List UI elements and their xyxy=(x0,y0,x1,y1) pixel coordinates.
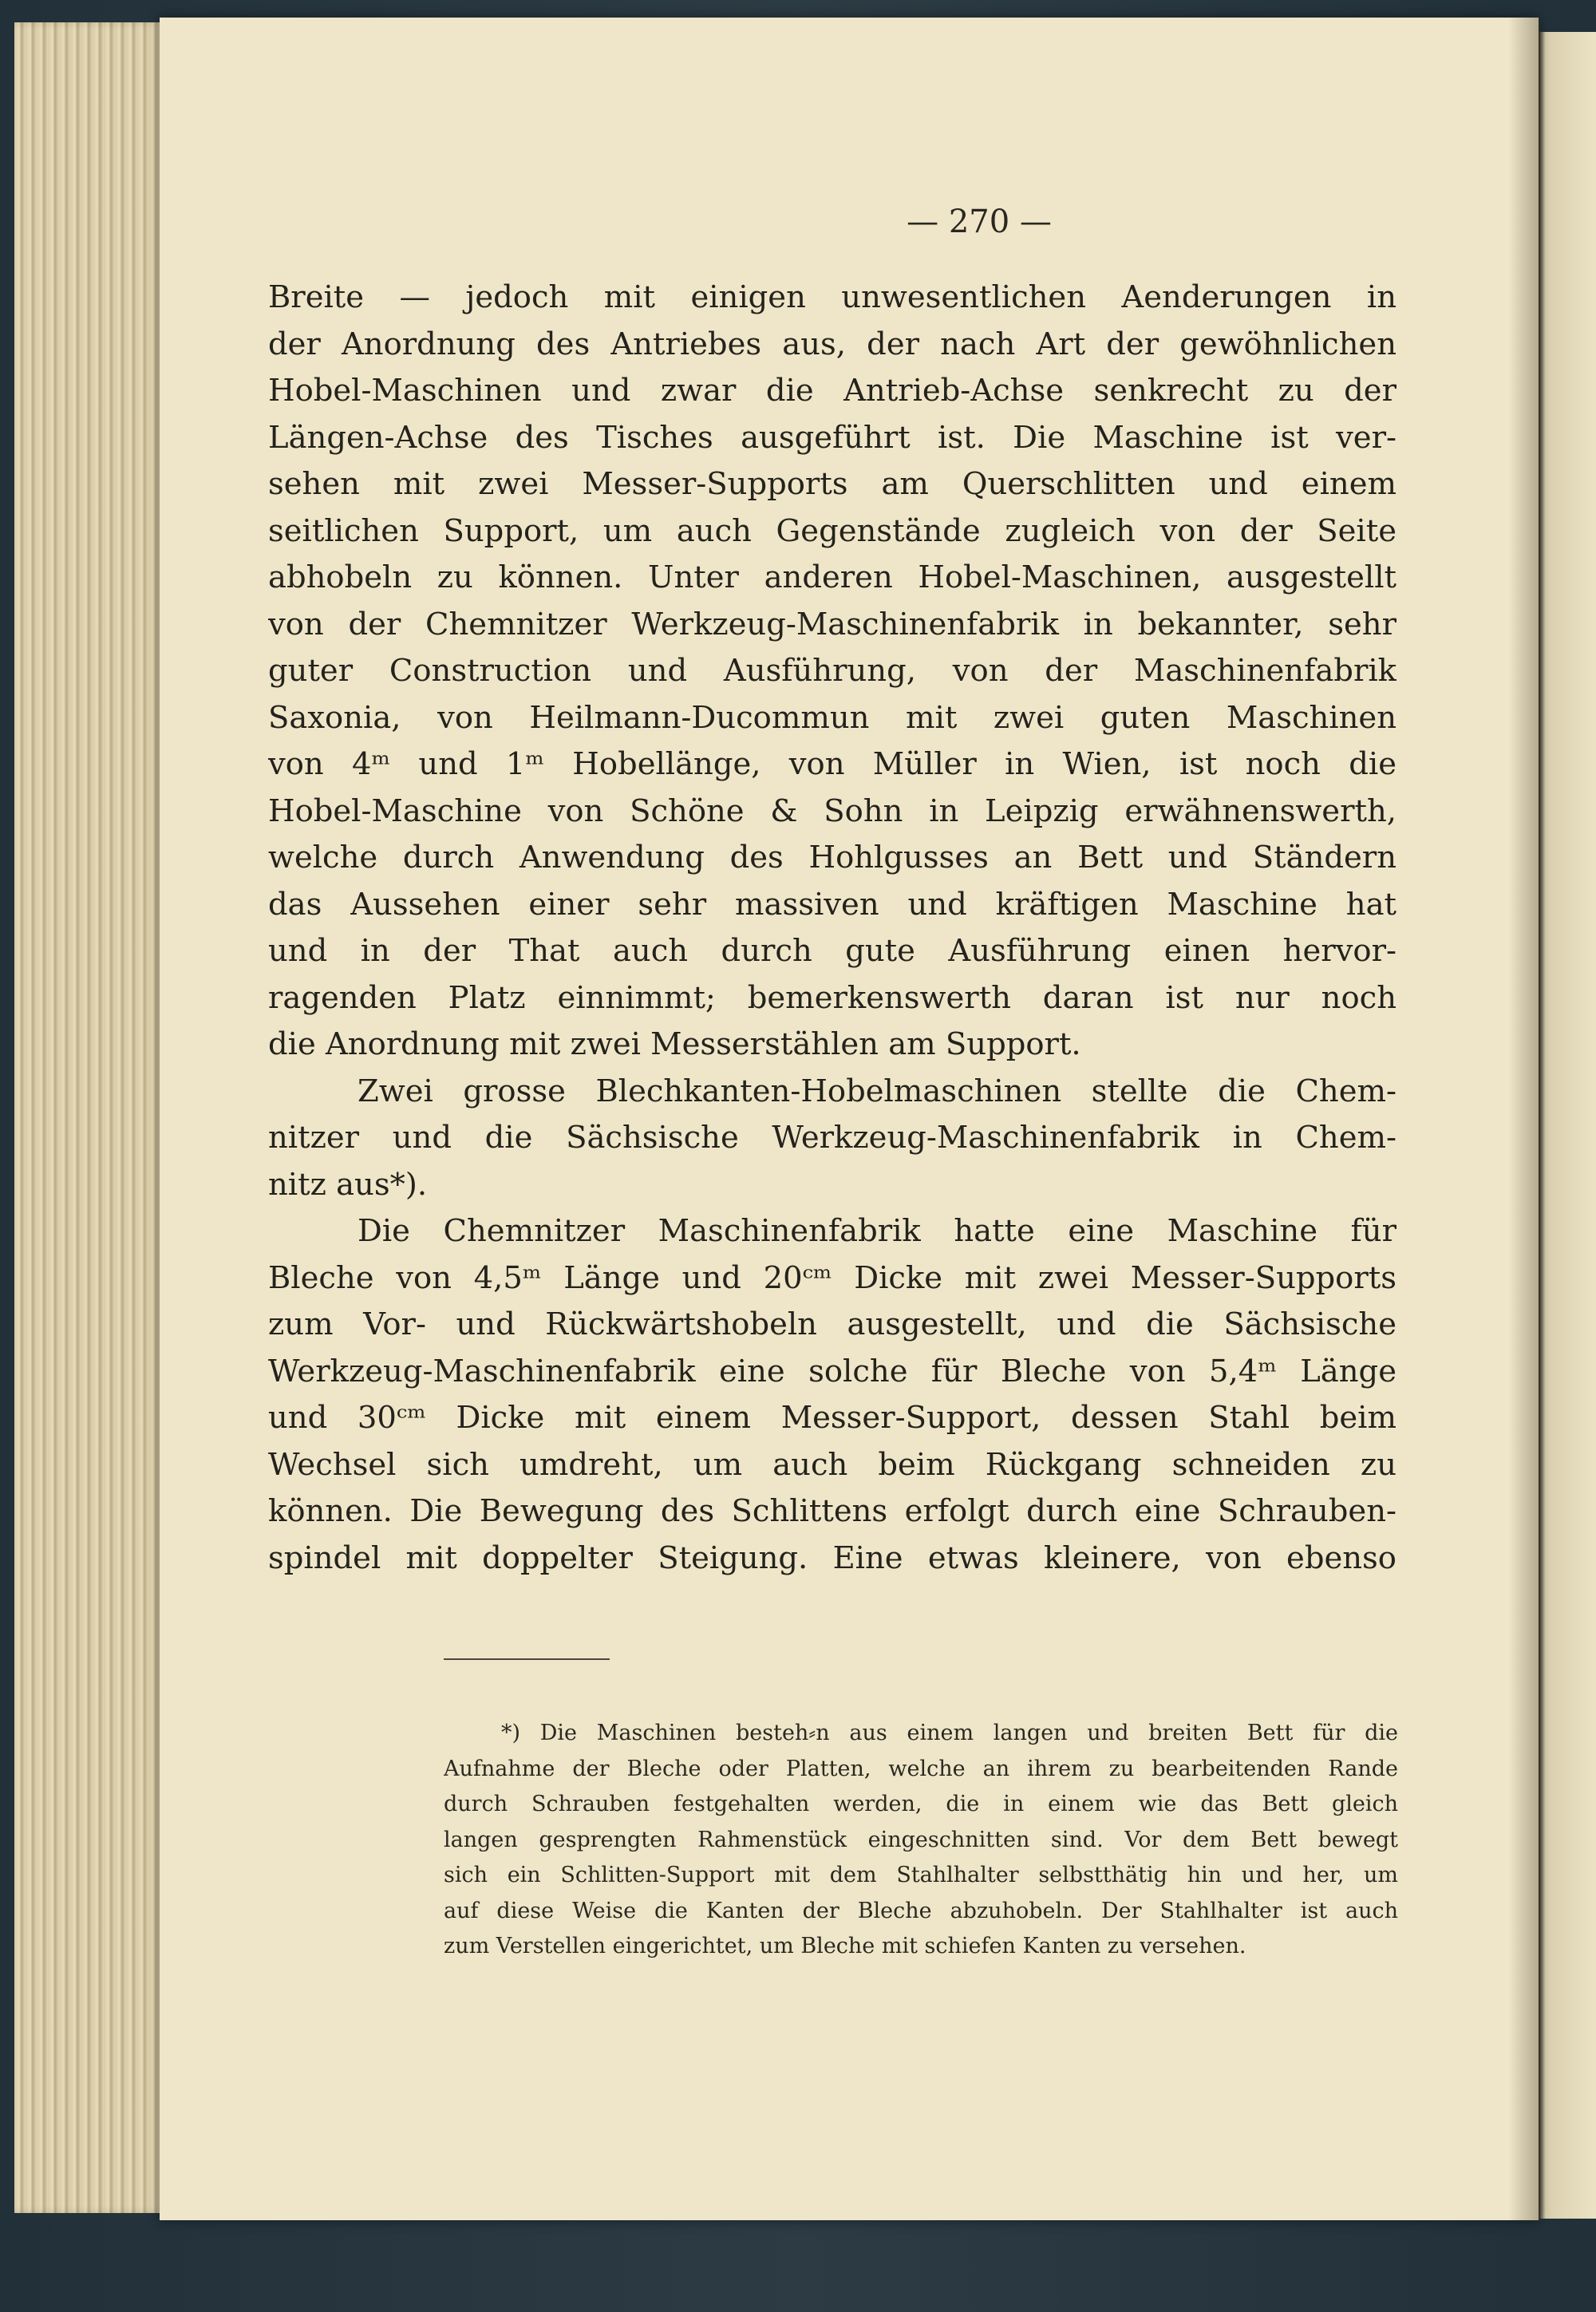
text-line: Bleche von 4,5ᵐ Länge und 20ᶜᵐ Dicke mit zwei Messer-Supports xyxy=(268,1259,1396,1296)
text-line: nitzer und die Sächsische Werkzeug-Maschinenfabrik in Chem- xyxy=(268,1120,1396,1156)
stacked-page-edges xyxy=(14,22,166,2213)
text-line: welche durch Anwendung des Hohlgusses an Bett und Ständern xyxy=(268,840,1396,875)
footnote-block xyxy=(444,1716,1398,1965)
text-line: ragenden Platz einnimmt; bemerkenswerth daran ist nur noch xyxy=(268,979,1396,1016)
text-line: Saxonia, von Heilmann-Ducommun mit zwei guten Maschinen xyxy=(268,699,1396,736)
text-line: abhobeln zu können. Unter anderen Hobel-Maschinen, ausgestellt xyxy=(268,559,1396,595)
text-line: können. Die Bewegung des Schlittens erfolgt durch eine Schrauben- xyxy=(268,1493,1396,1529)
text-line: der Anordnung des Antriebes aus, der nach Art der gewöhnlichen xyxy=(268,326,1396,362)
text-line: Wechsel sich umdreht, um auch beim Rückgang schneiden zu xyxy=(268,1446,1396,1483)
footnote-line: durch Schrauben festgehalten werden, die in einem wie das Bett gleich xyxy=(444,1792,1398,1816)
footnote-line: sich ein Schlitten-Support mit dem Stahlhalter selbstthätig hin und her, um xyxy=(444,1863,1398,1887)
facing-page-edge xyxy=(1539,32,1596,2219)
text-line: das Aussehen einer sehr massiven und kräftigen Maschine hat xyxy=(268,886,1396,923)
page-number: — 270 — xyxy=(907,204,1052,240)
footnote-line: *) Die Maschinen besteh⸗n aus einem langen und breiten Bett für die xyxy=(501,1721,1398,1745)
text-line: zum Vor- und Rückwärtshobeln ausgestellt, und die Sächsische xyxy=(268,1306,1396,1342)
main-text-block xyxy=(268,275,1396,1582)
footnote-line: Aufnahme der Bleche oder Platten, welche an ihrem zu bearbeitenden Rande xyxy=(444,1756,1398,1781)
footnote-line: zum Verstellen eingerichtet, um Bleche mit schiefen Kanten zu versehen. xyxy=(444,1934,1246,1958)
text-line: Hobel-Maschinen und zwar die Antrieb-Achse senkrecht zu der xyxy=(268,373,1396,409)
text-line: und 30ᶜᵐ Dicke mit einem Messer-Support, dessen Stahl beim xyxy=(268,1400,1396,1436)
text-line: die Anordnung mit zwei Messerstählen am Support. xyxy=(268,1026,1081,1062)
gutter-shadow xyxy=(1508,18,1540,2220)
footnote-line: langen gesprengten Rahmenstück eingeschnitten sind. Vor dem Bett bewegt xyxy=(444,1827,1398,1852)
text-line: sehen mit zwei Messer-Supports am Querschlitten und einem xyxy=(268,466,1396,502)
text-line: spindel mit doppelter Steigung. Eine etwas kleinere, von ebenso xyxy=(268,1539,1396,1576)
text-line: nitz aus*). xyxy=(268,1166,428,1203)
text-line: guter Construction und Ausführung, von der Maschinenfabrik xyxy=(268,653,1396,689)
text-line: Hobel-Maschine von Schöne & Sohn in Leipzig erwähnenswerth, xyxy=(268,792,1396,829)
text-line: Breite — jedoch mit einigen unwesentlichen Aenderungen in xyxy=(268,279,1396,315)
text-line: seitlichen Support, um auch Gegenstände zugleich von der Seite xyxy=(268,512,1396,549)
text-line: von 4ᵐ und 1ᵐ Hobellänge, von Müller in Wien, ist noch die xyxy=(268,746,1396,782)
footnote-divider xyxy=(444,1658,610,1660)
text-line: Werkzeug-Maschinenfabrik eine solche für Bleche von 5,4ᵐ Länge xyxy=(268,1353,1396,1389)
text-line: von der Chemnitzer Werkzeug-Maschinenfabrik in bekannter, sehr xyxy=(268,606,1396,642)
text-line: Die Chemnitzer Maschinenfabrik hatte eine Maschine für xyxy=(358,1213,1396,1249)
text-line: Zwei grosse Blechkanten-Hobelmaschinen stellte die Chem- xyxy=(358,1073,1396,1109)
footnote-line: auf diese Weise die Kanten der Bleche abzuhobeln. Der Stahlhalter ist auch xyxy=(444,1898,1398,1923)
text-line: und in der That auch durch gute Ausführung einen hervor- xyxy=(268,933,1396,969)
text-line: Längen-Achse des Tisches ausgeführt ist. Die Maschine ist ver- xyxy=(268,419,1396,456)
